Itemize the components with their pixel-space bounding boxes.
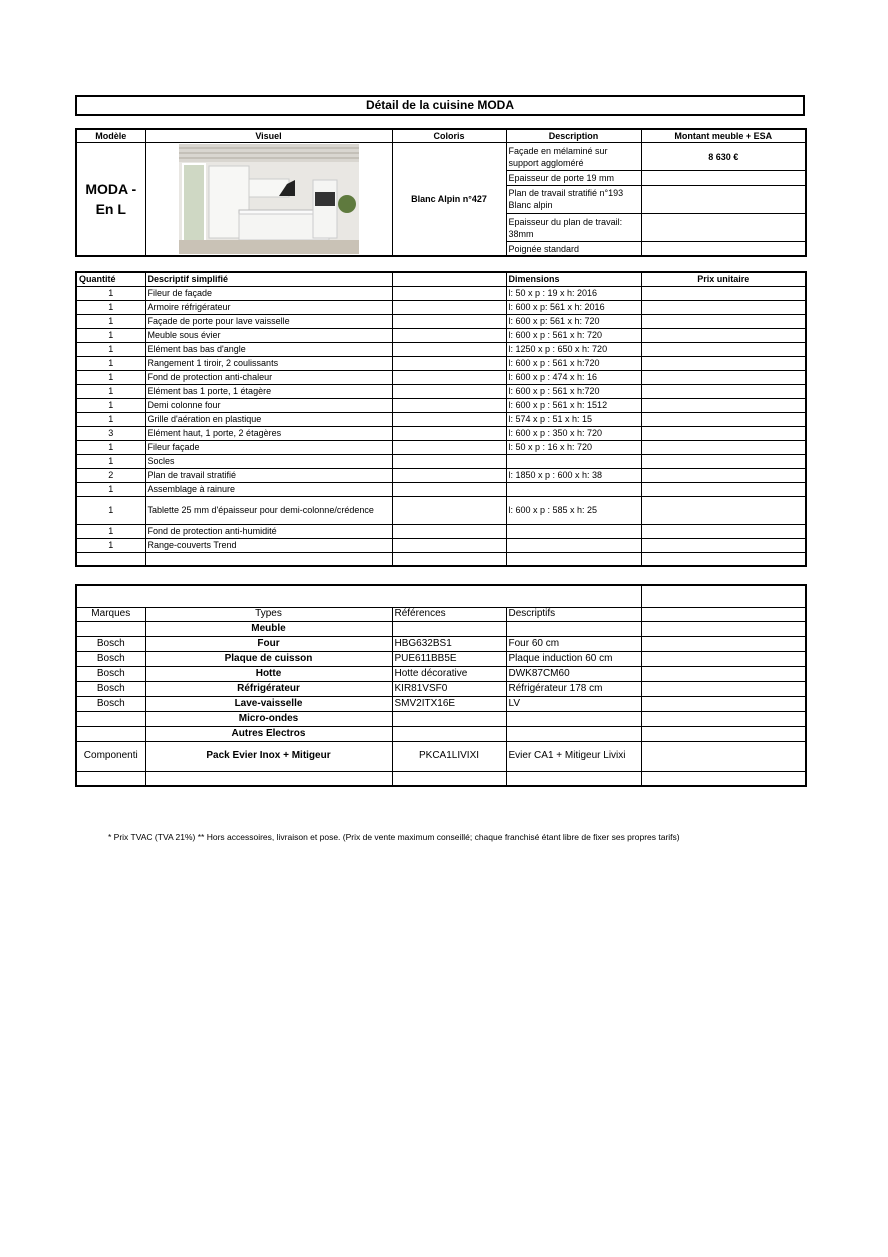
table-row	[76, 726, 806, 741]
header-color: Coloris	[392, 129, 506, 143]
item-blank	[392, 356, 506, 370]
item-dimensions: l: 1250 x p : 650 x h: 720	[506, 342, 641, 356]
summary-table	[75, 128, 807, 257]
table-row	[76, 666, 806, 681]
item-blank	[392, 342, 506, 356]
appliance-type: Micro-ondes	[145, 711, 392, 726]
header-price: Montant meuble + ESA	[641, 129, 806, 143]
appliance-price	[641, 726, 806, 741]
table-row	[76, 300, 806, 314]
item-qty: 1	[76, 496, 145, 524]
appliance-brand: Bosch	[76, 681, 145, 696]
appliance-type: Meuble	[145, 621, 392, 636]
item-blank	[392, 524, 506, 538]
appliance-price	[641, 711, 806, 726]
item-qty: 1	[76, 328, 145, 342]
item-description: Elément bas bas d'angle	[145, 342, 392, 356]
item-unit-price	[641, 314, 806, 328]
item-unit-price	[641, 384, 806, 398]
appliance-description	[506, 726, 641, 741]
item-unit-price	[641, 496, 806, 524]
table-row	[76, 482, 806, 496]
table-row	[76, 771, 806, 786]
items-body	[76, 286, 806, 566]
appliance-description: Réfrigérateur 178 cm	[506, 681, 641, 696]
table-row	[76, 384, 806, 398]
page-title: Détail de la cuisine MODA	[75, 95, 805, 116]
item-dimensions: l: 600 x p : 561 x h:720	[506, 384, 641, 398]
item-dimensions: l: 600 x p : 350 x h: 720	[506, 426, 641, 440]
header-brands: Marques	[76, 607, 145, 621]
appliance-brand	[76, 711, 145, 726]
item-qty: 1	[76, 356, 145, 370]
table-row	[76, 681, 806, 696]
color-name: Blanc Alpin n°427	[392, 143, 506, 257]
item-unit-price	[641, 370, 806, 384]
item-blank	[392, 314, 506, 328]
header-quantity: Quantité	[76, 272, 145, 286]
item-qty: 1	[76, 440, 145, 454]
appliance-type: Plaque de cuisson	[145, 651, 392, 666]
footnote: * Prix TVAC (TVA 21%) ** Hors accessoires, livraison et pose. (Prix de vente maximum conseillé; chaque franchisé étant libre de fixer ses propres tarifs)	[108, 832, 680, 842]
item-unit-price	[641, 426, 806, 440]
table-row	[76, 741, 806, 771]
item-qty: 1	[76, 286, 145, 300]
table-row	[76, 356, 806, 370]
item-blank	[392, 468, 506, 482]
item-blank	[392, 496, 506, 524]
appliance-brand	[76, 726, 145, 741]
item-blank	[392, 300, 506, 314]
item-description: Armoire réfrigérateur	[145, 300, 392, 314]
appliance-type: Réfrigérateur	[145, 681, 392, 696]
table-row	[76, 398, 806, 412]
appliance-reference: SMV2ITX16E	[392, 696, 506, 711]
item-qty: 1	[76, 524, 145, 538]
appliances-title-blank	[76, 585, 641, 607]
item-blank	[392, 384, 506, 398]
appliance-price	[641, 621, 806, 636]
appliance-description: Four 60 cm	[506, 636, 641, 651]
appliance-price	[641, 741, 806, 771]
item-qty: 1	[76, 370, 145, 384]
table-row	[76, 454, 806, 468]
item-blank	[392, 412, 506, 426]
table-row	[76, 696, 806, 711]
item-blank	[392, 454, 506, 468]
header-descriptions: Descriptifs	[506, 607, 641, 621]
item-description: Elément haut, 1 porte, 2 étagères	[145, 426, 392, 440]
table-row	[76, 711, 806, 726]
appliance-type: Hotte	[145, 666, 392, 681]
appliance-brand: Bosch	[76, 666, 145, 681]
appliance-reference	[392, 621, 506, 636]
appliance-type: Pack Evier Inox + Mitigeur	[145, 741, 392, 771]
appliance-brand	[76, 771, 145, 786]
desc-line-4: Epaisseur du plan de travail: 38mm	[506, 213, 641, 241]
item-dimensions	[506, 552, 641, 566]
item-unit-price	[641, 286, 806, 300]
table-row	[76, 370, 806, 384]
item-unit-price	[641, 300, 806, 314]
item-qty: 1	[76, 482, 145, 496]
appliance-price	[641, 666, 806, 681]
price-value: 8 630 €	[641, 143, 806, 171]
table-row	[76, 496, 806, 524]
item-description	[145, 552, 392, 566]
item-blank	[392, 552, 506, 566]
appliance-price	[641, 771, 806, 786]
table-row	[76, 621, 806, 636]
item-unit-price	[641, 440, 806, 454]
item-qty	[76, 552, 145, 566]
appliance-description: DWK87CM60	[506, 666, 641, 681]
item-description: Plan de travail stratifié	[145, 468, 392, 482]
item-description: Range-couverts Trend	[145, 538, 392, 552]
kitchen-visual	[145, 143, 392, 257]
price-empty	[641, 185, 806, 213]
item-description: Fileur façade	[145, 440, 392, 454]
item-blank	[392, 370, 506, 384]
item-description: Fond de protection anti-humidité	[145, 524, 392, 538]
table-row	[76, 538, 806, 552]
appliance-brand	[76, 621, 145, 636]
item-qty: 1	[76, 454, 145, 468]
table-row	[76, 440, 806, 454]
item-qty: 1	[76, 300, 145, 314]
appliance-description: Plaque induction 60 cm	[506, 651, 641, 666]
item-description: Fileur de façade	[145, 286, 392, 300]
item-unit-price	[641, 398, 806, 412]
header-model: Modèle	[76, 129, 145, 143]
appliance-description: LV	[506, 696, 641, 711]
table-row	[76, 524, 806, 538]
appliance-reference	[392, 771, 506, 786]
item-qty: 1	[76, 538, 145, 552]
item-qty: 1	[76, 384, 145, 398]
item-qty: 1	[76, 398, 145, 412]
appliance-type: Four	[145, 636, 392, 651]
appliance-reference: Hotte décorative	[392, 666, 506, 681]
table-row	[76, 328, 806, 342]
table-row	[76, 636, 806, 651]
item-qty: 2	[76, 468, 145, 482]
appliance-price	[641, 651, 806, 666]
table-row	[76, 314, 806, 328]
table-row	[76, 552, 806, 566]
item-dimensions: l: 600 x p : 561 x h: 720	[506, 328, 641, 342]
item-dimensions: l: 574 x p : 51 x h: 15	[506, 412, 641, 426]
item-blank	[392, 482, 506, 496]
item-description: Demi colonne four	[145, 398, 392, 412]
item-unit-price	[641, 538, 806, 552]
item-dimensions: l: 600 x p : 474 x h: 16	[506, 370, 641, 384]
item-blank	[392, 328, 506, 342]
desc-line-3: Plan de travail stratifié n°193 Blanc alpin	[506, 185, 641, 213]
model-name-text: MODA - En L	[85, 181, 137, 217]
item-dimensions	[506, 538, 641, 552]
item-dimensions	[506, 454, 641, 468]
item-description: Elément bas 1 porte, 1 étagère	[145, 384, 392, 398]
header-dimensions: Dimensions	[506, 272, 641, 286]
price-empty	[641, 213, 806, 241]
item-dimensions: l: 50 x p : 16 x h: 720	[506, 440, 641, 454]
item-description: Assemblage à rainure	[145, 482, 392, 496]
header-references: Références	[392, 607, 506, 621]
item-dimensions: l: 600 x p : 585 x h: 25	[506, 496, 641, 524]
item-dimensions	[506, 482, 641, 496]
appliance-brand: Bosch	[76, 636, 145, 651]
header-types: Types	[145, 607, 392, 621]
table-row	[76, 412, 806, 426]
item-unit-price	[641, 482, 806, 496]
price-empty	[641, 171, 806, 185]
header-description: Description	[506, 129, 641, 143]
item-dimensions: l: 600 x p : 561 x h: 1512	[506, 398, 641, 412]
appliance-price	[641, 681, 806, 696]
item-blank	[392, 398, 506, 412]
appliance-type: Lave-vaisselle	[145, 696, 392, 711]
desc-line-2: Epaisseur de porte 19 mm	[506, 171, 641, 185]
item-blank	[392, 538, 506, 552]
item-blank	[392, 440, 506, 454]
item-dimensions	[506, 524, 641, 538]
item-unit-price	[641, 454, 806, 468]
appliance-price	[641, 696, 806, 711]
appliance-reference: KIR81VSF0	[392, 681, 506, 696]
appliance-brand: Bosch	[76, 651, 145, 666]
header-blank	[392, 272, 506, 286]
appliance-description	[506, 621, 641, 636]
appliances-body	[76, 621, 806, 786]
appliance-reference: PUE611BB5E	[392, 651, 506, 666]
appliance-description	[506, 771, 641, 786]
header-unit-price: Prix unitaire	[641, 272, 806, 286]
item-qty: 3	[76, 426, 145, 440]
item-unit-price	[641, 356, 806, 370]
item-description: Façade de porte pour lave vaisselle	[145, 314, 392, 328]
item-description: Fond de protection anti-chaleur	[145, 370, 392, 384]
item-unit-price	[641, 468, 806, 482]
appliance-price	[641, 636, 806, 651]
item-dimensions: l: 600 x p : 561 x h:720	[506, 356, 641, 370]
item-qty: 1	[76, 314, 145, 328]
price-empty	[641, 242, 806, 256]
appliance-brand: Bosch	[76, 696, 145, 711]
item-dimensions: l: 600 x p: 561 x h: 720	[506, 314, 641, 328]
item-unit-price	[641, 412, 806, 426]
item-description: Tablette 25 mm d'épaisseur pour demi-colonne/crédence	[145, 496, 392, 524]
appliance-reference	[392, 711, 506, 726]
header-blank	[641, 607, 806, 621]
kitchen-photo	[179, 144, 359, 254]
item-blank	[392, 286, 506, 300]
appliances-table	[75, 584, 807, 787]
item-unit-price	[641, 524, 806, 538]
item-blank	[392, 426, 506, 440]
item-dimensions: l: 1850 x p : 600 x h: 38	[506, 468, 641, 482]
table-row	[76, 651, 806, 666]
item-dimensions: l: 50 x p : 19 x h: 2016	[506, 286, 641, 300]
header-simple-description: Descriptif simplifié	[145, 272, 392, 286]
item-description: Rangement 1 tiroir, 2 coulissants	[145, 356, 392, 370]
model-name	[76, 143, 145, 257]
appliance-description	[506, 711, 641, 726]
header-visual: Visuel	[145, 129, 392, 143]
item-qty: 1	[76, 412, 145, 426]
item-description: Socles	[145, 454, 392, 468]
desc-line-1: Façade en mélaminé sur support aggloméré	[506, 143, 641, 171]
appliance-reference: HBG632BS1	[392, 636, 506, 651]
item-description: Meuble sous évier	[145, 328, 392, 342]
desc-line-5: Poignée standard	[506, 242, 641, 256]
table-row	[76, 286, 806, 300]
item-unit-price	[641, 328, 806, 342]
item-qty: 1	[76, 342, 145, 356]
appliance-description: Evier CA1 + Mitigeur Livixi	[506, 741, 641, 771]
appliance-type	[145, 771, 392, 786]
table-row	[76, 468, 806, 482]
table-row	[76, 342, 806, 356]
item-unit-price	[641, 342, 806, 356]
appliance-reference	[392, 726, 506, 741]
appliances-title-price-blank	[641, 585, 806, 607]
table-row	[76, 426, 806, 440]
item-dimensions: l: 600 x p: 561 x h: 2016	[506, 300, 641, 314]
items-table	[75, 271, 807, 567]
appliance-type: Autres Electros	[145, 726, 392, 741]
appliance-brand: Componenti	[76, 741, 145, 771]
item-description: Grille d'aération en plastique	[145, 412, 392, 426]
item-unit-price	[641, 552, 806, 566]
appliance-reference: PKCA1LIVIXI	[392, 741, 506, 771]
